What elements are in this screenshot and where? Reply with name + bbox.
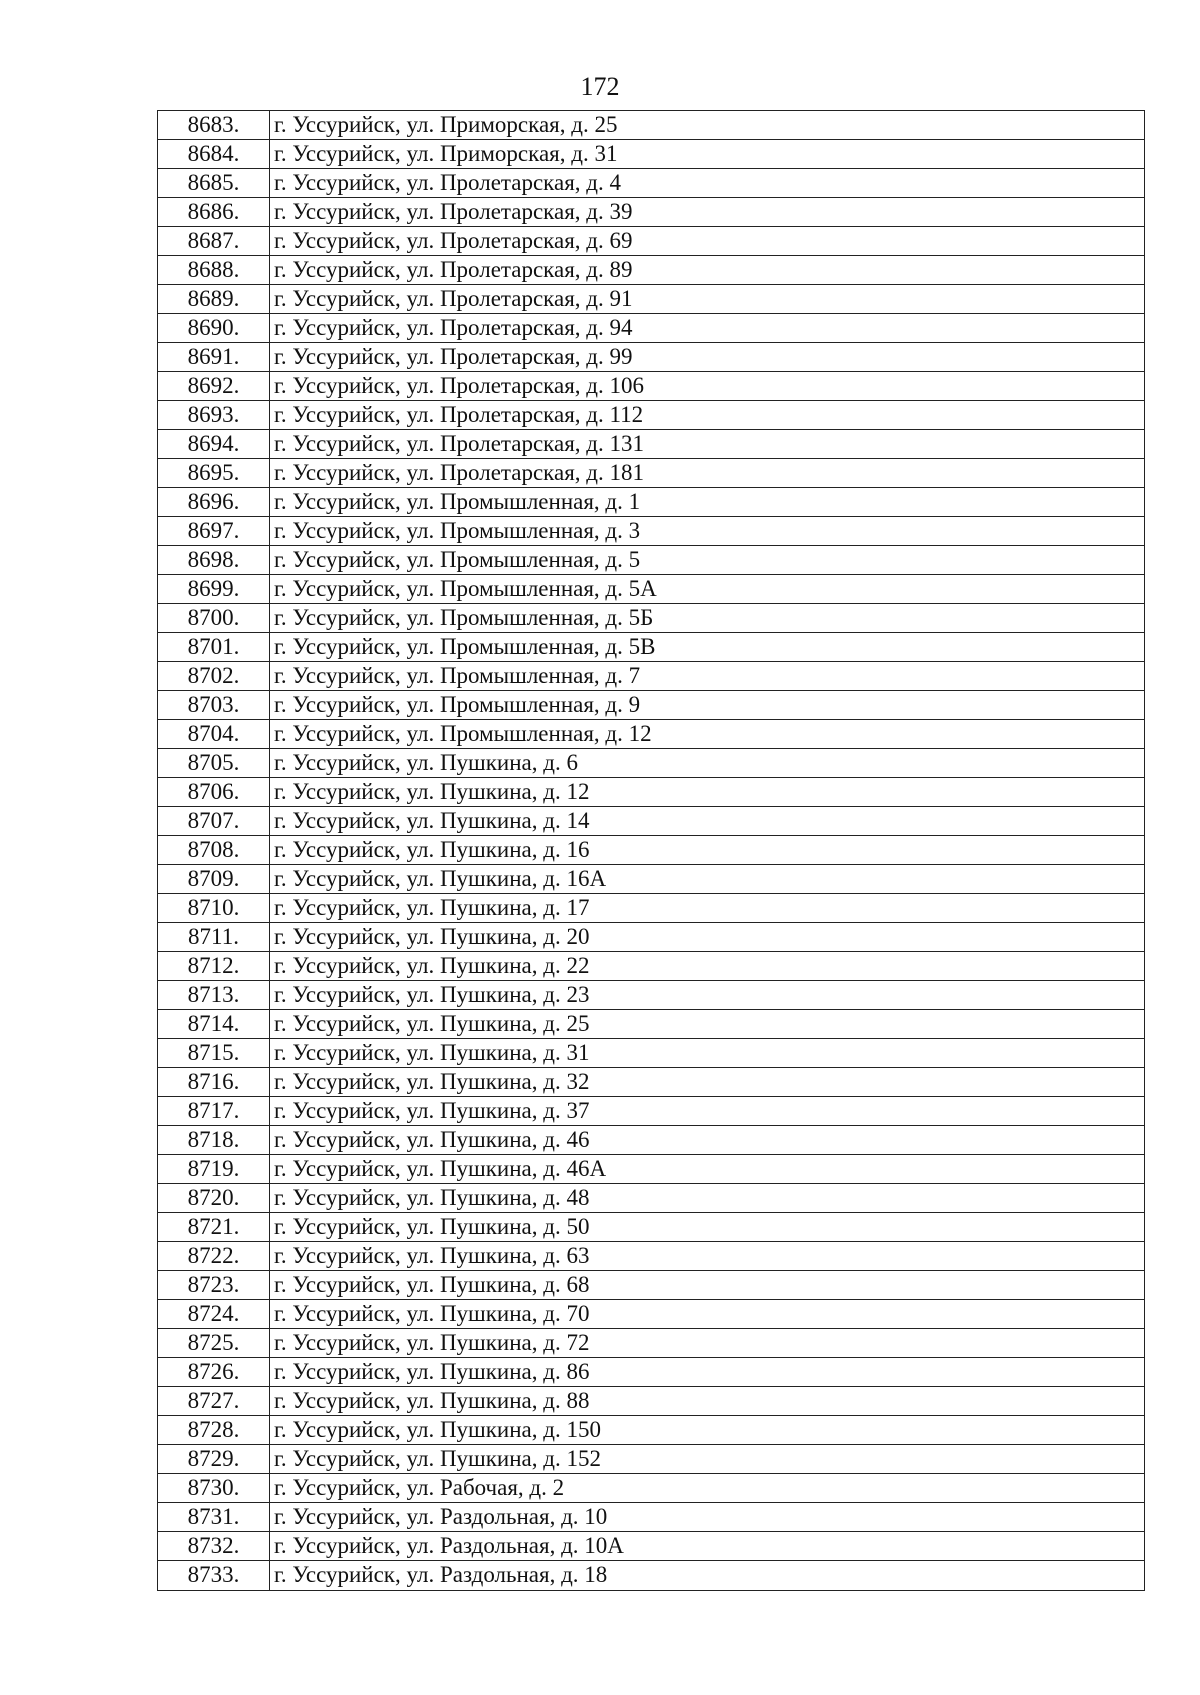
table-row [158, 981, 1144, 1010]
row-address: г. Уссурийск, ул. Пушкина, д. 17 [274, 895, 590, 920]
row-address: г. Уссурийск, ул. Пушкина, д. 22 [274, 953, 590, 978]
table-row [158, 169, 1144, 198]
table-row [158, 1300, 1144, 1329]
table-row [158, 952, 1144, 981]
table-row [158, 1213, 1144, 1242]
table-row [158, 633, 1144, 662]
row-number: 8731. [158, 1503, 270, 1531]
row-address: г. Уссурийск, ул. Пролетарская, д. 181 [274, 460, 644, 485]
row-address: г. Уссурийск, ул. Пушкина, д. 14 [274, 808, 590, 833]
row-number: 8715. [158, 1039, 270, 1067]
table-row [158, 1503, 1144, 1532]
row-address: г. Уссурийск, ул. Пушкина, д. 86 [274, 1359, 590, 1384]
row-number: 8717. [158, 1097, 270, 1125]
table-row [158, 1126, 1144, 1155]
row-address: г. Уссурийск, ул. Пролетарская, д. 4 [274, 170, 621, 195]
row-address: г. Уссурийск, ул. Рабочая, д. 2 [274, 1475, 565, 1500]
row-address: г. Уссурийск, ул. Пушкина, д. 72 [274, 1330, 590, 1355]
row-address: г. Уссурийск, ул. Пролетарская, д. 89 [274, 257, 633, 282]
table-row [158, 285, 1144, 314]
table-row [158, 1532, 1144, 1561]
table-row [158, 430, 1144, 459]
row-address: г. Уссурийск, ул. Пушкина, д. 150 [274, 1417, 601, 1442]
row-address: г. Уссурийск, ул. Пролетарская, д. 91 [274, 286, 633, 311]
row-number: 8707. [158, 807, 270, 835]
row-number: 8688. [158, 256, 270, 284]
row-number: 8685. [158, 169, 270, 197]
row-number: 8724. [158, 1300, 270, 1328]
table-row [158, 1329, 1144, 1358]
row-number: 8684. [158, 140, 270, 168]
row-address: г. Уссурийск, ул. Пушкина, д. 68 [274, 1272, 590, 1297]
page-number: 172 [580, 72, 620, 101]
row-address: г. Уссурийск, ул. Пролетарская, д. 131 [274, 431, 644, 456]
row-address: г. Уссурийск, ул. Пролетарская, д. 99 [274, 344, 633, 369]
row-address: г. Уссурийск, ул. Пушкина, д. 31 [274, 1040, 590, 1065]
row-number: 8701. [158, 633, 270, 661]
table-row [158, 749, 1144, 778]
row-number: 8712. [158, 952, 270, 980]
row-address: г. Уссурийск, ул. Раздольная, д. 10 [274, 1504, 608, 1529]
table-row [158, 111, 1144, 140]
row-address: г. Уссурийск, ул. Промышленная, д. 5А [274, 576, 657, 601]
row-address: г. Уссурийск, ул. Пушкина, д. 20 [274, 924, 590, 949]
row-number: 8698. [158, 546, 270, 574]
row-address: г. Уссурийск, ул. Пушкина, д. 46 [274, 1127, 590, 1152]
row-number: 8692. [158, 372, 270, 400]
row-number: 8704. [158, 720, 270, 748]
table-row [158, 836, 1144, 865]
row-address: г. Уссурийск, ул. Пушкина, д. 32 [274, 1069, 590, 1094]
row-address: г. Уссурийск, ул. Пушкина, д. 46А [274, 1156, 607, 1181]
table-row [158, 1416, 1144, 1445]
row-address: г. Уссурийск, ул. Пушкина, д. 37 [274, 1098, 590, 1123]
table-row [158, 314, 1144, 343]
row-number: 8691. [158, 343, 270, 371]
row-address: г. Уссурийск, ул. Пролетарская, д. 39 [274, 199, 633, 224]
row-number: 8706. [158, 778, 270, 806]
row-address: г. Уссурийск, ул. Раздольная, д. 10А [274, 1533, 624, 1558]
table-row [158, 459, 1144, 488]
row-address: г. Уссурийск, ул. Пушкина, д. 70 [274, 1301, 590, 1326]
table-row [158, 575, 1144, 604]
row-number: 8733. [158, 1561, 270, 1590]
row-number: 8705. [158, 749, 270, 777]
row-number: 8695. [158, 459, 270, 487]
table-row [158, 488, 1144, 517]
table-row [158, 1387, 1144, 1416]
table-row [158, 1010, 1144, 1039]
table-row [158, 604, 1144, 633]
row-number: 8723. [158, 1271, 270, 1299]
row-address: г. Уссурийск, ул. Промышленная, д. 9 [274, 692, 641, 717]
row-number: 8689. [158, 285, 270, 313]
table-row [158, 894, 1144, 923]
row-number: 8721. [158, 1213, 270, 1241]
row-address: г. Уссурийск, ул. Пушкина, д. 63 [274, 1243, 590, 1268]
row-address: г. Уссурийск, ул. Пушкина, д. 12 [274, 779, 590, 804]
row-address: г. Уссурийск, ул. Пушкина, д. 23 [274, 982, 590, 1007]
table-row [158, 1445, 1144, 1474]
table-row [158, 1561, 1144, 1590]
table-row [158, 140, 1144, 169]
row-address: г. Уссурийск, ул. Пушкина, д. 48 [274, 1185, 590, 1210]
row-number: 8700. [158, 604, 270, 632]
row-address: г. Уссурийск, ул. Промышленная, д. 1 [274, 489, 641, 514]
row-address: г. Уссурийск, ул. Пролетарская, д. 69 [274, 228, 633, 253]
table-row [158, 662, 1144, 691]
table-row [158, 372, 1144, 401]
row-address: г. Уссурийск, ул. Промышленная, д. 3 [274, 518, 641, 543]
row-number: 8725. [158, 1329, 270, 1357]
table-row [158, 807, 1144, 836]
table-row [158, 923, 1144, 952]
row-address: г. Уссурийск, ул. Приморская, д. 25 [274, 112, 618, 137]
row-number: 8732. [158, 1532, 270, 1560]
row-address: г. Уссурийск, ул. Пролетарская, д. 112 [274, 402, 644, 427]
row-number: 8728. [158, 1416, 270, 1444]
row-address: г. Уссурийск, ул. Пролетарская, д. 94 [274, 315, 633, 340]
table-row [158, 256, 1144, 285]
address-table [157, 110, 1145, 1591]
row-number: 8687. [158, 227, 270, 255]
table-row [158, 517, 1144, 546]
row-number: 8690. [158, 314, 270, 342]
table-row [158, 1039, 1144, 1068]
table-row [158, 546, 1144, 575]
row-number: 8702. [158, 662, 270, 690]
row-address: г. Уссурийск, ул. Раздольная, д. 18 [274, 1562, 608, 1587]
row-number: 8727. [158, 1387, 270, 1415]
table-row [158, 1358, 1144, 1387]
row-address: г. Уссурийск, ул. Пушкина, д. 16 [274, 837, 590, 862]
row-address: г. Уссурийск, ул. Пролетарская, д. 106 [274, 373, 644, 398]
row-number: 8720. [158, 1184, 270, 1212]
row-number: 8683. [158, 111, 270, 139]
table-row [158, 1242, 1144, 1271]
row-number: 8718. [158, 1126, 270, 1154]
row-address: г. Уссурийск, ул. Пушкина, д. 152 [274, 1446, 601, 1471]
row-address: г. Уссурийск, ул. Промышленная, д. 5В [274, 634, 656, 659]
row-number: 8693. [158, 401, 270, 429]
row-address: г. Уссурийск, ул. Промышленная, д. 7 [274, 663, 641, 688]
row-number: 8722. [158, 1242, 270, 1270]
table-row [158, 227, 1144, 256]
row-address: г. Уссурийск, ул. Пушкина, д. 16А [274, 866, 607, 891]
row-number: 8713. [158, 981, 270, 1009]
table-row [158, 778, 1144, 807]
row-number: 8696. [158, 488, 270, 516]
row-number: 8686. [158, 198, 270, 226]
table-row [158, 720, 1144, 749]
row-number: 8729. [158, 1445, 270, 1473]
row-number: 8694. [158, 430, 270, 458]
row-number: 8703. [158, 691, 270, 719]
row-address: г. Уссурийск, ул. Промышленная, д. 5 [274, 547, 641, 572]
row-address: г. Уссурийск, ул. Промышленная, д. 5Б [274, 605, 654, 630]
table-row [158, 1271, 1144, 1300]
row-address: г. Уссурийск, ул. Пушкина, д. 88 [274, 1388, 590, 1413]
table-row [158, 1068, 1144, 1097]
row-number: 8709. [158, 865, 270, 893]
row-number: 8697. [158, 517, 270, 545]
row-number: 8726. [158, 1358, 270, 1386]
row-number: 8708. [158, 836, 270, 864]
table-row [158, 865, 1144, 894]
row-number: 8716. [158, 1068, 270, 1096]
row-address: г. Уссурийск, ул. Пушкина, д. 50 [274, 1214, 590, 1239]
row-number: 8714. [158, 1010, 270, 1038]
row-number: 8719. [158, 1155, 270, 1183]
row-number: 8699. [158, 575, 270, 603]
row-address: г. Уссурийск, ул. Приморская, д. 31 [274, 141, 618, 166]
table-row [158, 1184, 1144, 1213]
table-row [158, 1097, 1144, 1126]
table-row [158, 343, 1144, 372]
row-number: 8710. [158, 894, 270, 922]
row-number: 8730. [158, 1474, 270, 1502]
table-row [158, 198, 1144, 227]
row-address: г. Уссурийск, ул. Промышленная, д. 12 [274, 721, 652, 746]
table-row [158, 401, 1144, 430]
row-address: г. Уссурийск, ул. Пушкина, д. 6 [274, 750, 578, 775]
table-row [158, 1474, 1144, 1503]
table-row [158, 1155, 1144, 1184]
row-address: г. Уссурийск, ул. Пушкина, д. 25 [274, 1011, 590, 1036]
row-number: 8711. [158, 923, 270, 951]
table-row [158, 691, 1144, 720]
